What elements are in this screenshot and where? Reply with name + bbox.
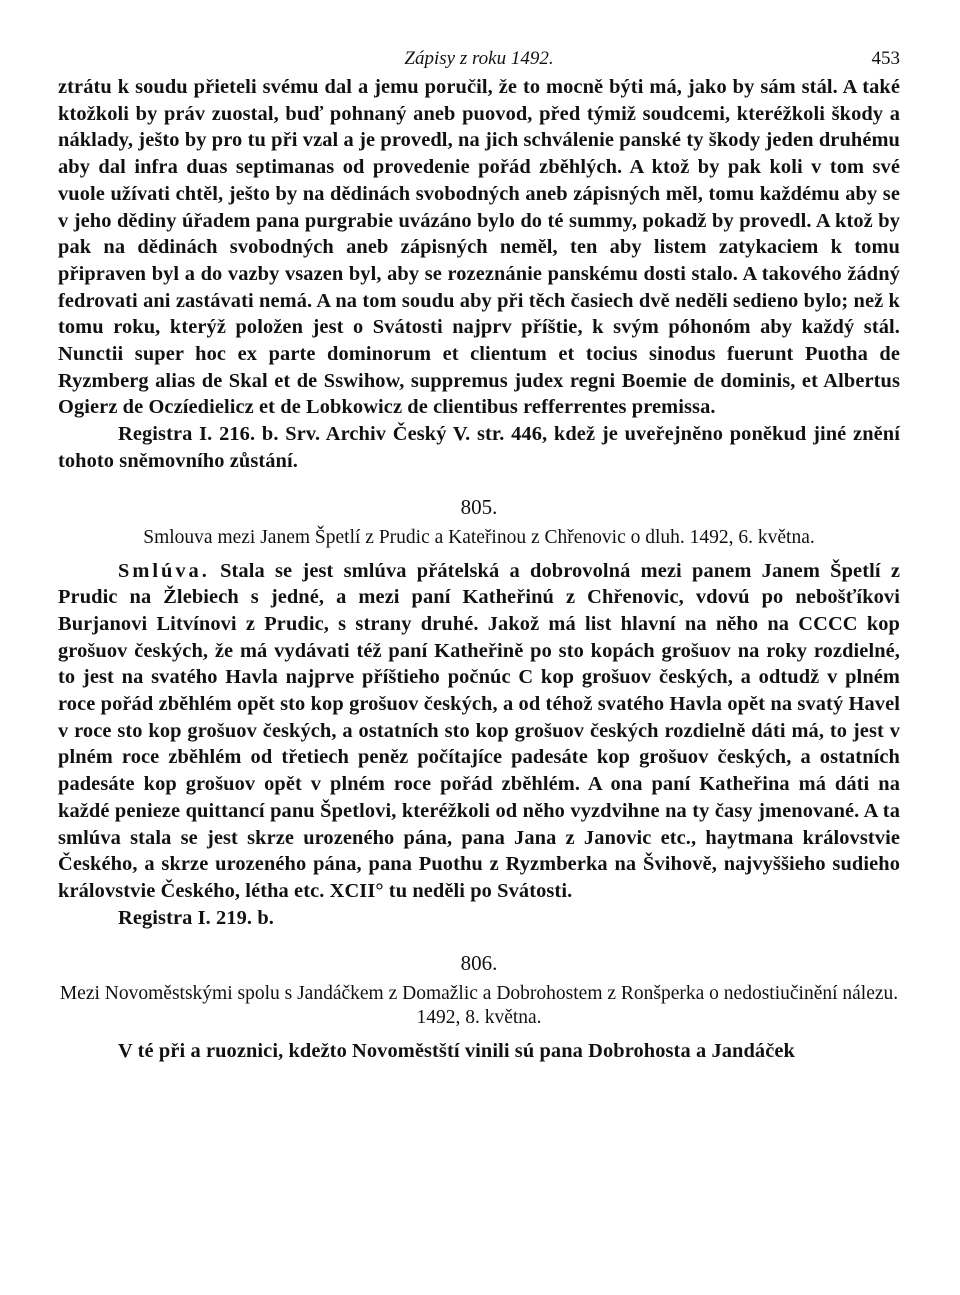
document-number-805: 805. <box>460 494 498 519</box>
source-note: Registra I. 216. b. Srv. Archiv Český V. str. 446, kdež je uveřejněno poněkud jiné znění tohoto sněmovního zůstání. <box>58 423 900 472</box>
document-805-body <box>58 558 900 932</box>
document-number-806: 806. <box>460 951 498 976</box>
document-806-paragraph: V té při a ruoznici, kdežto Novoměstští vinili sú pana Dobrohosta a Jandáček <box>118 1040 795 1063</box>
document-805-text: Stala se jest smlúva přátelská a dobrovolná mezi panem Janem Špetlí z Prudic na Žlebiech s jedné, a mezi paní Katheřinú z Chřenovic, vdovú po nebošťíkovi Burjanovi Litvínovi z Prudic, s strany druhé. Jakož má list hlavní na něho na CCCC kop grošuov českých, že má vydávati též paní Katheřině po sto kopách grošuov na roky rozdielné, to jest na svatého Havla najprve příštieho počnúc C kop grošuov českých, a odtudž v plném roce pořád zběhlém opět sto kop grošuov českých, a od téhož svatého Havla opět na svatý Havel v roce sto kop grošuov českých, a ostatních sto kop grošuov českých rozdielně dáti má, to jest v plném roce zběhlém od třetiech peněz počítajíce padesáte kop grošuov českých, a ostatních padesáte kop grošuov opět v plném roce pořád zběhlém. A ona paní Katheřina má dáti na každé penieze quittancí panu Špetlovi, kteréžkoli od něho vyzdvihne na ty časy jmenované. A ta smlúva stala se jest skrze urozeného pána, pana Jana z Janovic etc., haytmana královstvie Českého, a skrze urozeného pána, pana Puothu z Ryzmberka na Švihově, najvyššieho sudieho královstvie Českého, létha etc. XCII° tu neděli po Svátosti. <box>58 559 900 902</box>
lead-word: Smlúva. <box>118 559 210 582</box>
running-header <box>58 40 900 74</box>
document-806-body <box>58 1038 900 1065</box>
page-number: 453 <box>871 48 900 69</box>
document-heading-805: Smlouva mezi Janem Špetlí z Prudic a Kateřinou z Chřenovic o dluh. 1492, 6. května. <box>143 526 815 548</box>
document-heading-806: Mezi Novoměstskými spolu s Jandáčkem z Domažlic a Dobrohostem z Ronšperka o nedostiučinění nálezu. 1492, 8. května. <box>59 983 899 1029</box>
continuation-paragraph: ztrátu k soudu přieteli svému dal a jemu poručil, že to mocně býti má, jako by sám stál. A také ktožkoli by práv zuostal, buď pohnaný aneb puovod, před týmiž soudcemi, kteréžkoli škody a náklady, ješto by pro tu při vzal a je provedl, na jich schválenie panské ty škody jeden druhému aby dal infra duas septimanas od provedenie pořád zběhlých. A ktož by pak koli v tom své vuole užívati chtěl, ješto by na dědinách svobodných aneb zápisných měl, tomu každému aby se v jeho dědiny úřadem pana purgrabie uvázáno bylo do té summy, pokadž by provedl. A ktož by pak na dědinách svobodných aneb zápisných neměl, ten aby listem zatykaciem k tomu připraven byl a do vazby vsazen byl, aby se rozeznánie panskému dosti stalo. A takového žádný fedrovati ani zastávati nemá. A na tom soudu aby při těch časiech dvě neděli sedieno bylo; než k tomu roku, kterýž položen jest o Svátosti najprv příštie, k svým póhonóm aby každý stál. Nunctii super hoc ex parte dominorum et clientum et tocius sinodus fuerunt Puotha de Ryzmberg alias de Skal et de Sswihow, suppremus judex regni Boemie de dominis, et Albertus Ogierz de Oczíedielicz et de Lobkowicz de clientibus refferrentes premissa. <box>58 76 900 419</box>
document-page <box>58 40 900 1065</box>
source-note-805: Registra I. 219. b. <box>118 906 274 929</box>
continuation-section <box>58 74 900 475</box>
document-805-paragraph <box>58 558 900 905</box>
running-title: Zápisy z roku 1492. <box>404 48 554 69</box>
